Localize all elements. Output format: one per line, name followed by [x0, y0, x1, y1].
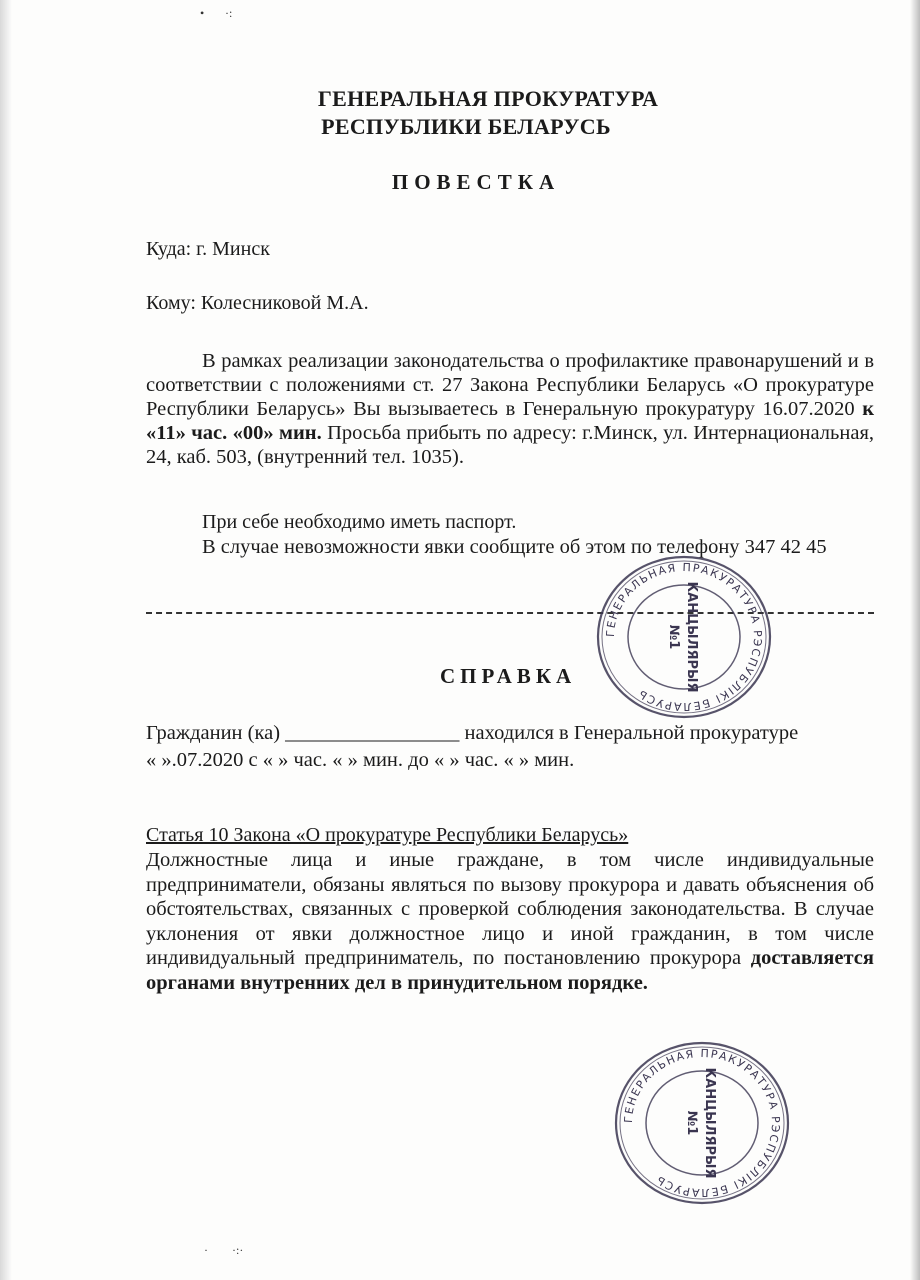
- stamp-center-line2: №1: [684, 1110, 699, 1136]
- header-org-line1: ГЕНЕРАЛЬНАЯ ПРОКУРАТУРА: [317, 86, 659, 111]
- stamp-outer-text: ГЕНЕРАЛЬНАЯ ПРАКУРАТУРА РЭСПУБЛІКІ БЕЛАРУСЬ: [603, 560, 765, 714]
- stamp-center-line1: КАНЦЫЛЯРЫЯ: [684, 581, 699, 693]
- scan-speck: ·:·: [232, 1243, 244, 1257]
- certificate-title: СПРАВКА: [440, 664, 577, 688]
- passport-note: При себе необходимо иметь паспорт.: [202, 511, 517, 533]
- scan-speck: •: [200, 6, 205, 20]
- summons-text: В рамках реализации законодательства о профилактике правонарушений и в соответствии с положениями ст. 27 Закона Республики Беларусь «О прокуратуре Республики Беларусь» Вы вызываетесь в Генеральную прокуратуру 16.07.2020: [146, 350, 874, 420]
- summons-address: Просьба прибыть по адресу: г.Минск, ул. Интернациональная, 24, каб. 503, (внутренний тел. 1035).: [146, 422, 874, 468]
- law-text-bold: доставляется органами внутренних дел в принудительном порядке.: [146, 947, 874, 994]
- address-to: Куда: г. Минск: [146, 238, 270, 260]
- scan-speck: ·: [204, 1243, 208, 1257]
- summons-time: к «11» час. «00» мин.: [146, 398, 874, 444]
- header-org-line2: РЕСПУБЛИКИ БЕЛАРУСЬ: [321, 114, 611, 139]
- recipient: Кому: Колесниковой М.А.: [146, 292, 369, 314]
- law-article-title: Статья 10 Закона «О прокуратуре Республики Беларусь»: [146, 824, 629, 846]
- scan-speck: ·:: [225, 6, 233, 20]
- stamp-center-line2: №1: [666, 624, 681, 650]
- document-title: ПОВЕСТКА: [391, 170, 561, 194]
- official-stamp: [612, 1038, 792, 1208]
- law-article-text: [146, 848, 874, 995]
- law-text: Должностные лица и иные граждане, в том числе индивидуальные предприниматели, обязаны являться по вызову прокурора и давать объяснения об обстоятельствах, связанных с проверкой соблюдения законодательства. В случае уклонения от явки должностное лицо и иной гражданин, в том числе индивидуальный предприниматель, по постановлению прокурора: [146, 849, 874, 969]
- page-edge-shadow-left: [0, 0, 12, 1280]
- official-stamp: [594, 552, 774, 722]
- stamp-outer-text: ГЕНЕРАЛЬНАЯ ПРАКУРАТУРА РЭСПУБЛІКІ БЕЛАРУСЬ: [621, 1046, 783, 1200]
- summons-paragraph: [146, 349, 874, 469]
- certificate-line2: « ».07.2020 с « » час. « » мин. до « » час. « » мин.: [146, 749, 575, 771]
- stamp-center-line1: КАНЦЫЛЯРЫЯ: [702, 1067, 717, 1179]
- certificate-line1: Гражданин (ка) _________________ находился в Генеральной прокуратуре: [146, 722, 799, 744]
- contact-note: В случае невозможности явки сообщите об этом по телефону 347 42 45: [202, 536, 827, 558]
